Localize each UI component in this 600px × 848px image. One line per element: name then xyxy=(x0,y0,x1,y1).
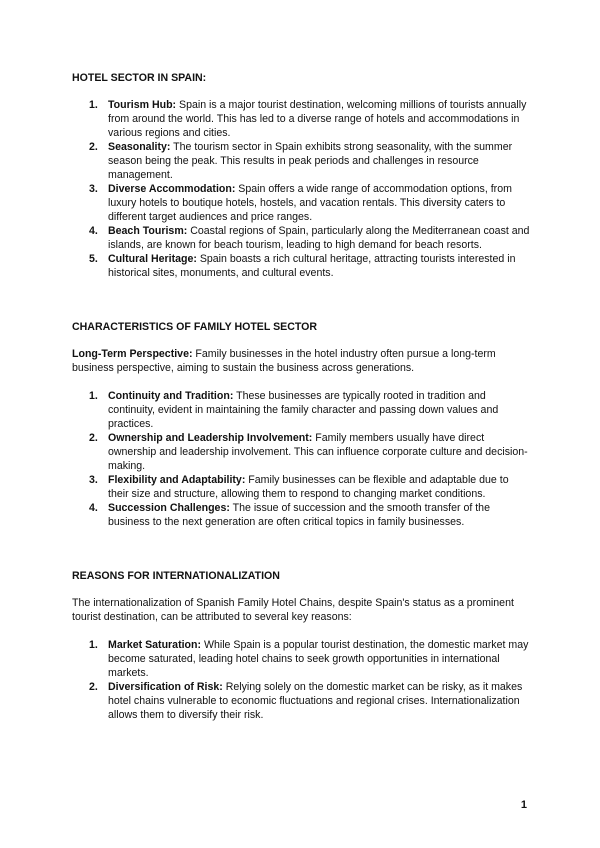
item-text: Spain is a major tourist destination, welcoming millions of tourists annually from around the world. This has led to a diverse range of hotels and accommodations in various regions and cities. xyxy=(108,99,527,139)
item-number: 1. xyxy=(89,639,98,651)
list-item xyxy=(72,182,530,224)
item-text: While Spain is a popular tourist destination, the domestic market may become saturated, leading hotel chains to seek growth opportunities in international markets. xyxy=(108,639,529,679)
list-item xyxy=(72,473,530,501)
document-page xyxy=(72,71,530,722)
item-number: 4. xyxy=(89,502,98,514)
section-internationalization-reasons xyxy=(72,569,530,722)
numbered-list xyxy=(72,638,530,722)
item-number: 3. xyxy=(89,183,98,195)
list-item xyxy=(72,98,530,140)
numbered-list xyxy=(72,389,530,529)
list-item xyxy=(72,389,530,431)
item-term: Seasonality: xyxy=(108,141,171,153)
list-item xyxy=(72,252,530,280)
item-number: 3. xyxy=(89,474,98,486)
list-item xyxy=(72,501,530,529)
item-term: Market Saturation: xyxy=(108,639,202,651)
item-number: 1. xyxy=(89,99,98,111)
item-number: 4. xyxy=(89,225,98,237)
item-text: Relying solely on the domestic market can be risky, as it makes hotel chains vulnerable to economic fluctuations and regional crises. Internationalization allows them to diversify their risk. xyxy=(108,681,523,721)
item-term: Ownership and Leadership Involvement: xyxy=(108,432,313,444)
item-text: Coastal regions of Spain, particularly along the Mediterranean coast and islands, are known for beach tourism, leading to high demand for beach resorts. xyxy=(108,225,530,251)
item-term: Diverse Accommodation: xyxy=(108,183,236,195)
item-term: Succession Challenges: xyxy=(108,502,230,514)
intro-text: Family businesses in the hotel industry often pursue a long-term business perspective, aiming to sustain the business across generations. xyxy=(72,348,496,374)
item-number: 2. xyxy=(89,432,98,444)
intro-paragraph: The internationalization of Spanish Family Hotel Chains, despite Spain's status as a prominent tourist destination, can be attributed to several key reasons: xyxy=(72,597,514,623)
item-term: Continuity and Tradition: xyxy=(108,390,234,402)
intro-paragraph xyxy=(72,347,530,375)
page-number: 1 xyxy=(520,799,527,811)
section-family-hotel-characteristics xyxy=(72,320,530,529)
item-number: 5. xyxy=(89,253,98,265)
item-text: Spain offers a wide range of accommodation options, from luxury hotels to boutique hotels, hostels, and vacation rentals. This diversity caters to different target audiences and price ranges. xyxy=(108,183,512,223)
item-term: Cultural Heritage: xyxy=(108,253,197,265)
item-term: Beach Tourism: xyxy=(108,225,188,237)
numbered-list xyxy=(72,98,530,280)
list-item xyxy=(72,140,530,182)
item-term: Diversification of Risk: xyxy=(108,681,223,693)
section-heading: HOTEL SECTOR IN SPAIN: xyxy=(72,72,207,84)
list-item xyxy=(72,638,530,680)
item-term: Tourism Hub: xyxy=(108,99,177,111)
section-heading: REASONS FOR INTERNATIONALIZATION xyxy=(72,570,280,582)
item-text: These businesses are typically rooted in tradition and continuity, evident in maintaining the family character and passing down values and practices. xyxy=(108,390,499,430)
item-number: 2. xyxy=(89,141,98,153)
item-text: Family businesses can be flexible and adaptable due to their size and structure, allowing them to respond to changing market conditions. xyxy=(108,474,509,500)
intro-term: Long-Term Perspective: xyxy=(72,348,193,360)
item-number: 2. xyxy=(89,681,98,693)
list-item xyxy=(72,224,530,252)
item-term: Flexibility and Adaptability: xyxy=(108,474,246,486)
item-text: Family members usually have direct ownership and leadership involvement. This can influence corporate culture and decision-making. xyxy=(108,432,528,472)
list-item xyxy=(72,431,530,473)
list-item xyxy=(72,680,530,722)
item-number: 1. xyxy=(89,390,98,402)
item-text: The issue of succession and the smooth transfer of the business to the next generation are often critical topics in family businesses. xyxy=(108,502,490,528)
item-text: Spain boasts a rich cultural heritage, attracting tourists interested in historical sites, monuments, and cultural events. xyxy=(108,253,516,279)
section-heading: CHARACTERISTICS OF FAMILY HOTEL SECTOR xyxy=(72,321,318,333)
section-hotel-sector xyxy=(72,71,530,280)
item-text: The tourism sector in Spain exhibits strong seasonality, with the summer season being the peak. This results in peak periods and challenges in resource management. xyxy=(108,141,513,181)
